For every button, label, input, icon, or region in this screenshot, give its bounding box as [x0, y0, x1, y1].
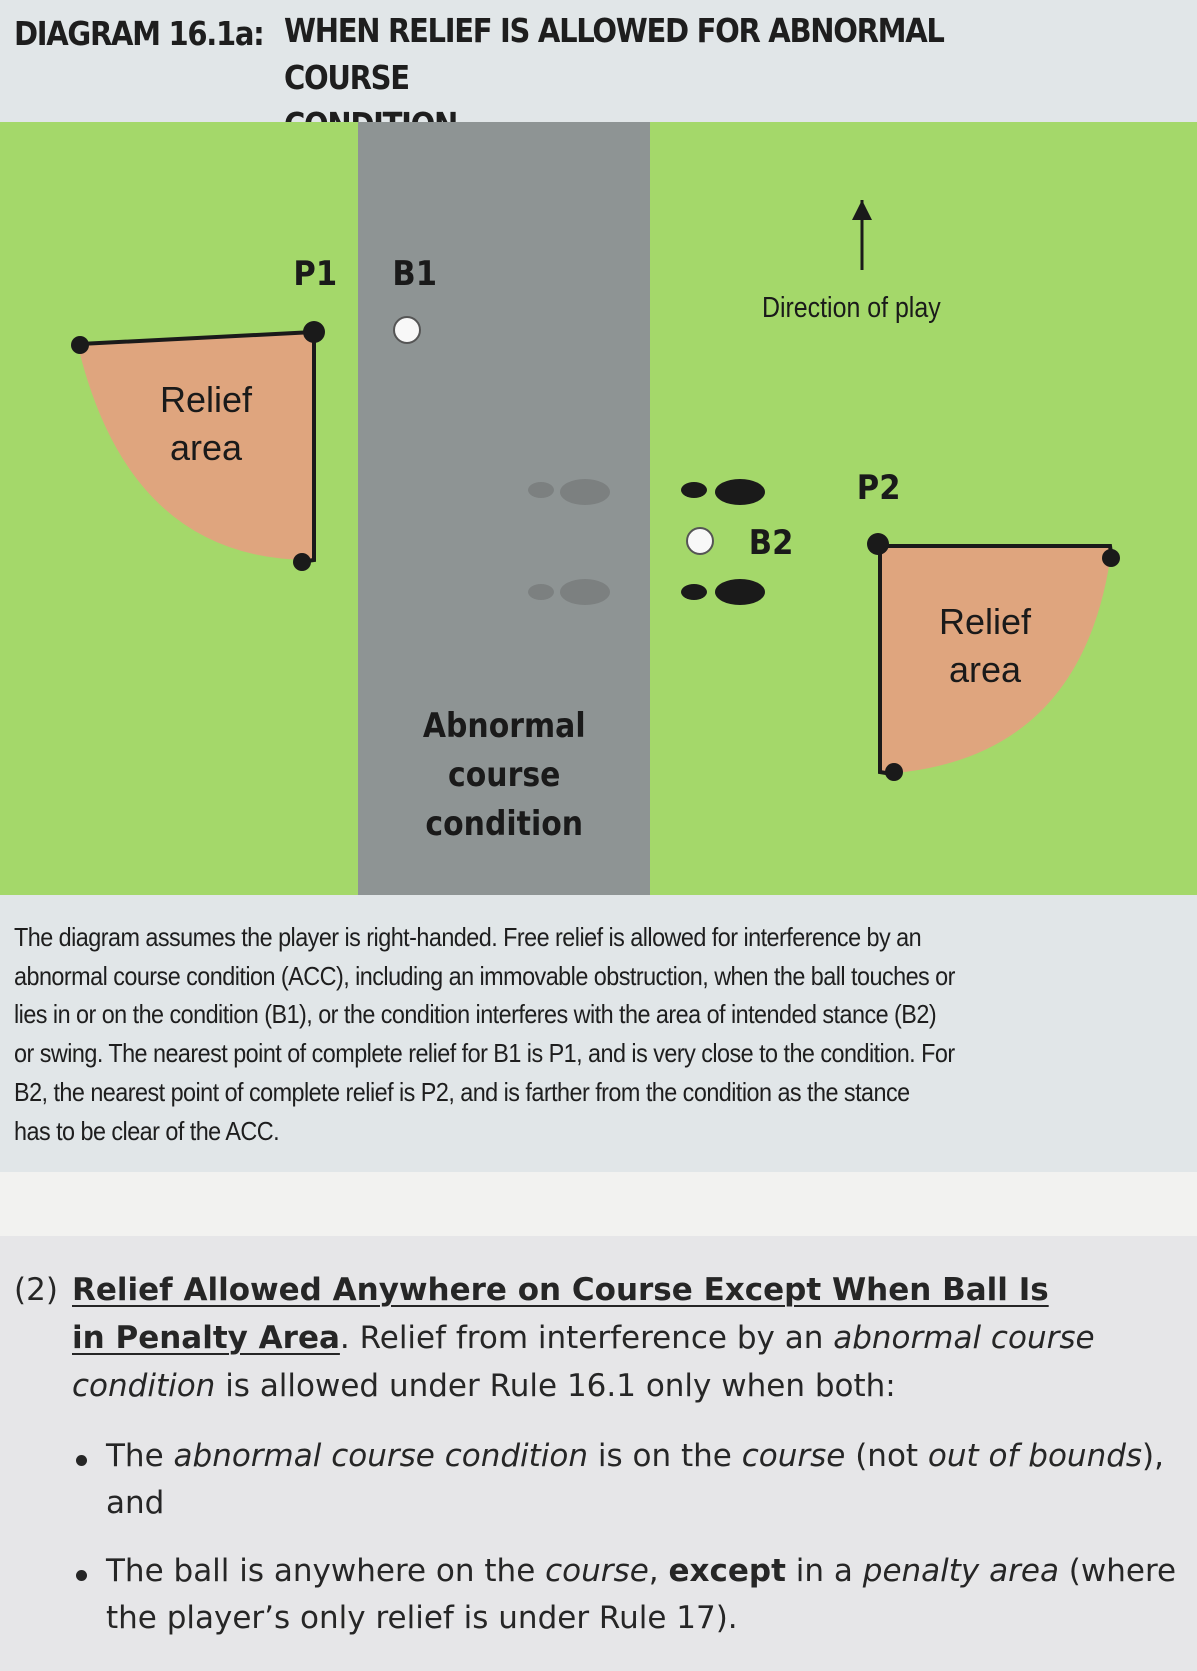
bullet-dot	[76, 1570, 87, 1581]
rule-text-em-2: condition	[72, 1368, 216, 1404]
bullet-1-text: ),	[1142, 1438, 1164, 1474]
bullet-1-line-2: and	[106, 1485, 165, 1521]
diagram-caption	[14, 918, 1189, 1150]
caption-line: B2, the nearest point of complete relief is P2, and is farther from the condition as the stance	[14, 1076, 910, 1107]
bullet-1-text: (not	[845, 1438, 928, 1474]
bullet-1-em: course	[741, 1438, 846, 1474]
p2-marker	[867, 533, 889, 555]
rule-heading-part-2: in Penalty Area	[72, 1320, 340, 1356]
label-b2: B2	[748, 522, 794, 563]
rule-heading-line-1	[72, 1272, 1049, 1308]
rule-text-em-1: abnormal course	[833, 1320, 1095, 1356]
bullet-1-text: The	[106, 1438, 174, 1474]
bullet-dot	[76, 1455, 87, 1466]
relief-diagram	[0, 122, 1197, 895]
caption-line: or swing. The nearest point of complete relief for B1 is P1, and is very close to the condition. For	[14, 1038, 955, 1069]
bullet-2-text: ,	[648, 1553, 669, 1589]
bullet-1-text: is on the	[588, 1438, 742, 1474]
relief-right-bottom-marker	[885, 763, 903, 781]
rule-text-part-1: . Relief from interference by an	[339, 1320, 834, 1356]
bullet-2-text: (where	[1058, 1553, 1177, 1589]
bullet-1-line-1	[106, 1438, 1164, 1474]
bullet-1-em: out of bounds	[927, 1438, 1143, 1474]
rule-text-line-1	[72, 1320, 1095, 1356]
label-acc-1: Abnormal	[422, 705, 586, 746]
relief-left-corner-marker	[71, 336, 89, 354]
bullet-1-em: abnormal course condition	[173, 1438, 589, 1474]
label-p1: P1	[293, 253, 338, 294]
label-relief-left-2: area	[169, 427, 243, 468]
ball-b2	[687, 528, 713, 554]
rule-number: (2)	[14, 1272, 58, 1308]
caption-line: lies in or on the condition (B1), or the condition interferes with the area of intended stance (B2)	[14, 999, 937, 1030]
label-b1: B1	[392, 253, 437, 294]
ball-b1	[394, 317, 420, 343]
p1-marker	[303, 321, 325, 343]
bullet-2-line-1	[106, 1553, 1176, 1589]
rule-text-part-2: is allowed under Rule 16.1 only when both:	[215, 1368, 896, 1404]
label-relief-right-2: area	[948, 649, 1022, 690]
label-acc-3: condition	[425, 803, 584, 844]
rule-text-line-2	[72, 1368, 896, 1404]
caption-line: abnormal course condition (ACC), including an immovable obstruction, when the ball touches or	[14, 960, 955, 991]
bullet-2-em: penalty area	[862, 1553, 1059, 1589]
label-relief-right-1: Relief	[938, 601, 1032, 642]
bullet-2-strong: except	[668, 1553, 786, 1589]
caption-line: has to be clear of the ACC.	[14, 1115, 280, 1146]
bullet-2-em: course	[545, 1553, 649, 1589]
diagram-heading-line-1: WHEN RELIEF IS ALLOWED FOR ABNORMAL COURSE	[284, 11, 944, 97]
caption-line: The diagram assumes the player is right-handed. Free relief is allowed for interference by an	[14, 922, 922, 952]
relief-left-bottom-marker	[293, 553, 311, 571]
diagram-number: DIAGRAM 16.1a:	[14, 14, 264, 53]
bullet-2-line-2: the player’s only relief is under Rule 17).	[106, 1600, 738, 1636]
label-acc-2: course	[448, 754, 561, 795]
bullet-2-text: The ball is anywhere on the	[106, 1553, 546, 1589]
relief-right-corner-marker	[1102, 549, 1120, 567]
bullet-2-text: in a	[785, 1553, 863, 1589]
label-p2: P2	[856, 467, 901, 508]
label-relief-left-1: Relief	[159, 379, 253, 420]
label-direction-of-play: Direction of play	[761, 291, 941, 324]
rule-heading-part-1: Relief Allowed Anywhere on Course Except When Ball Is	[72, 1272, 1049, 1308]
